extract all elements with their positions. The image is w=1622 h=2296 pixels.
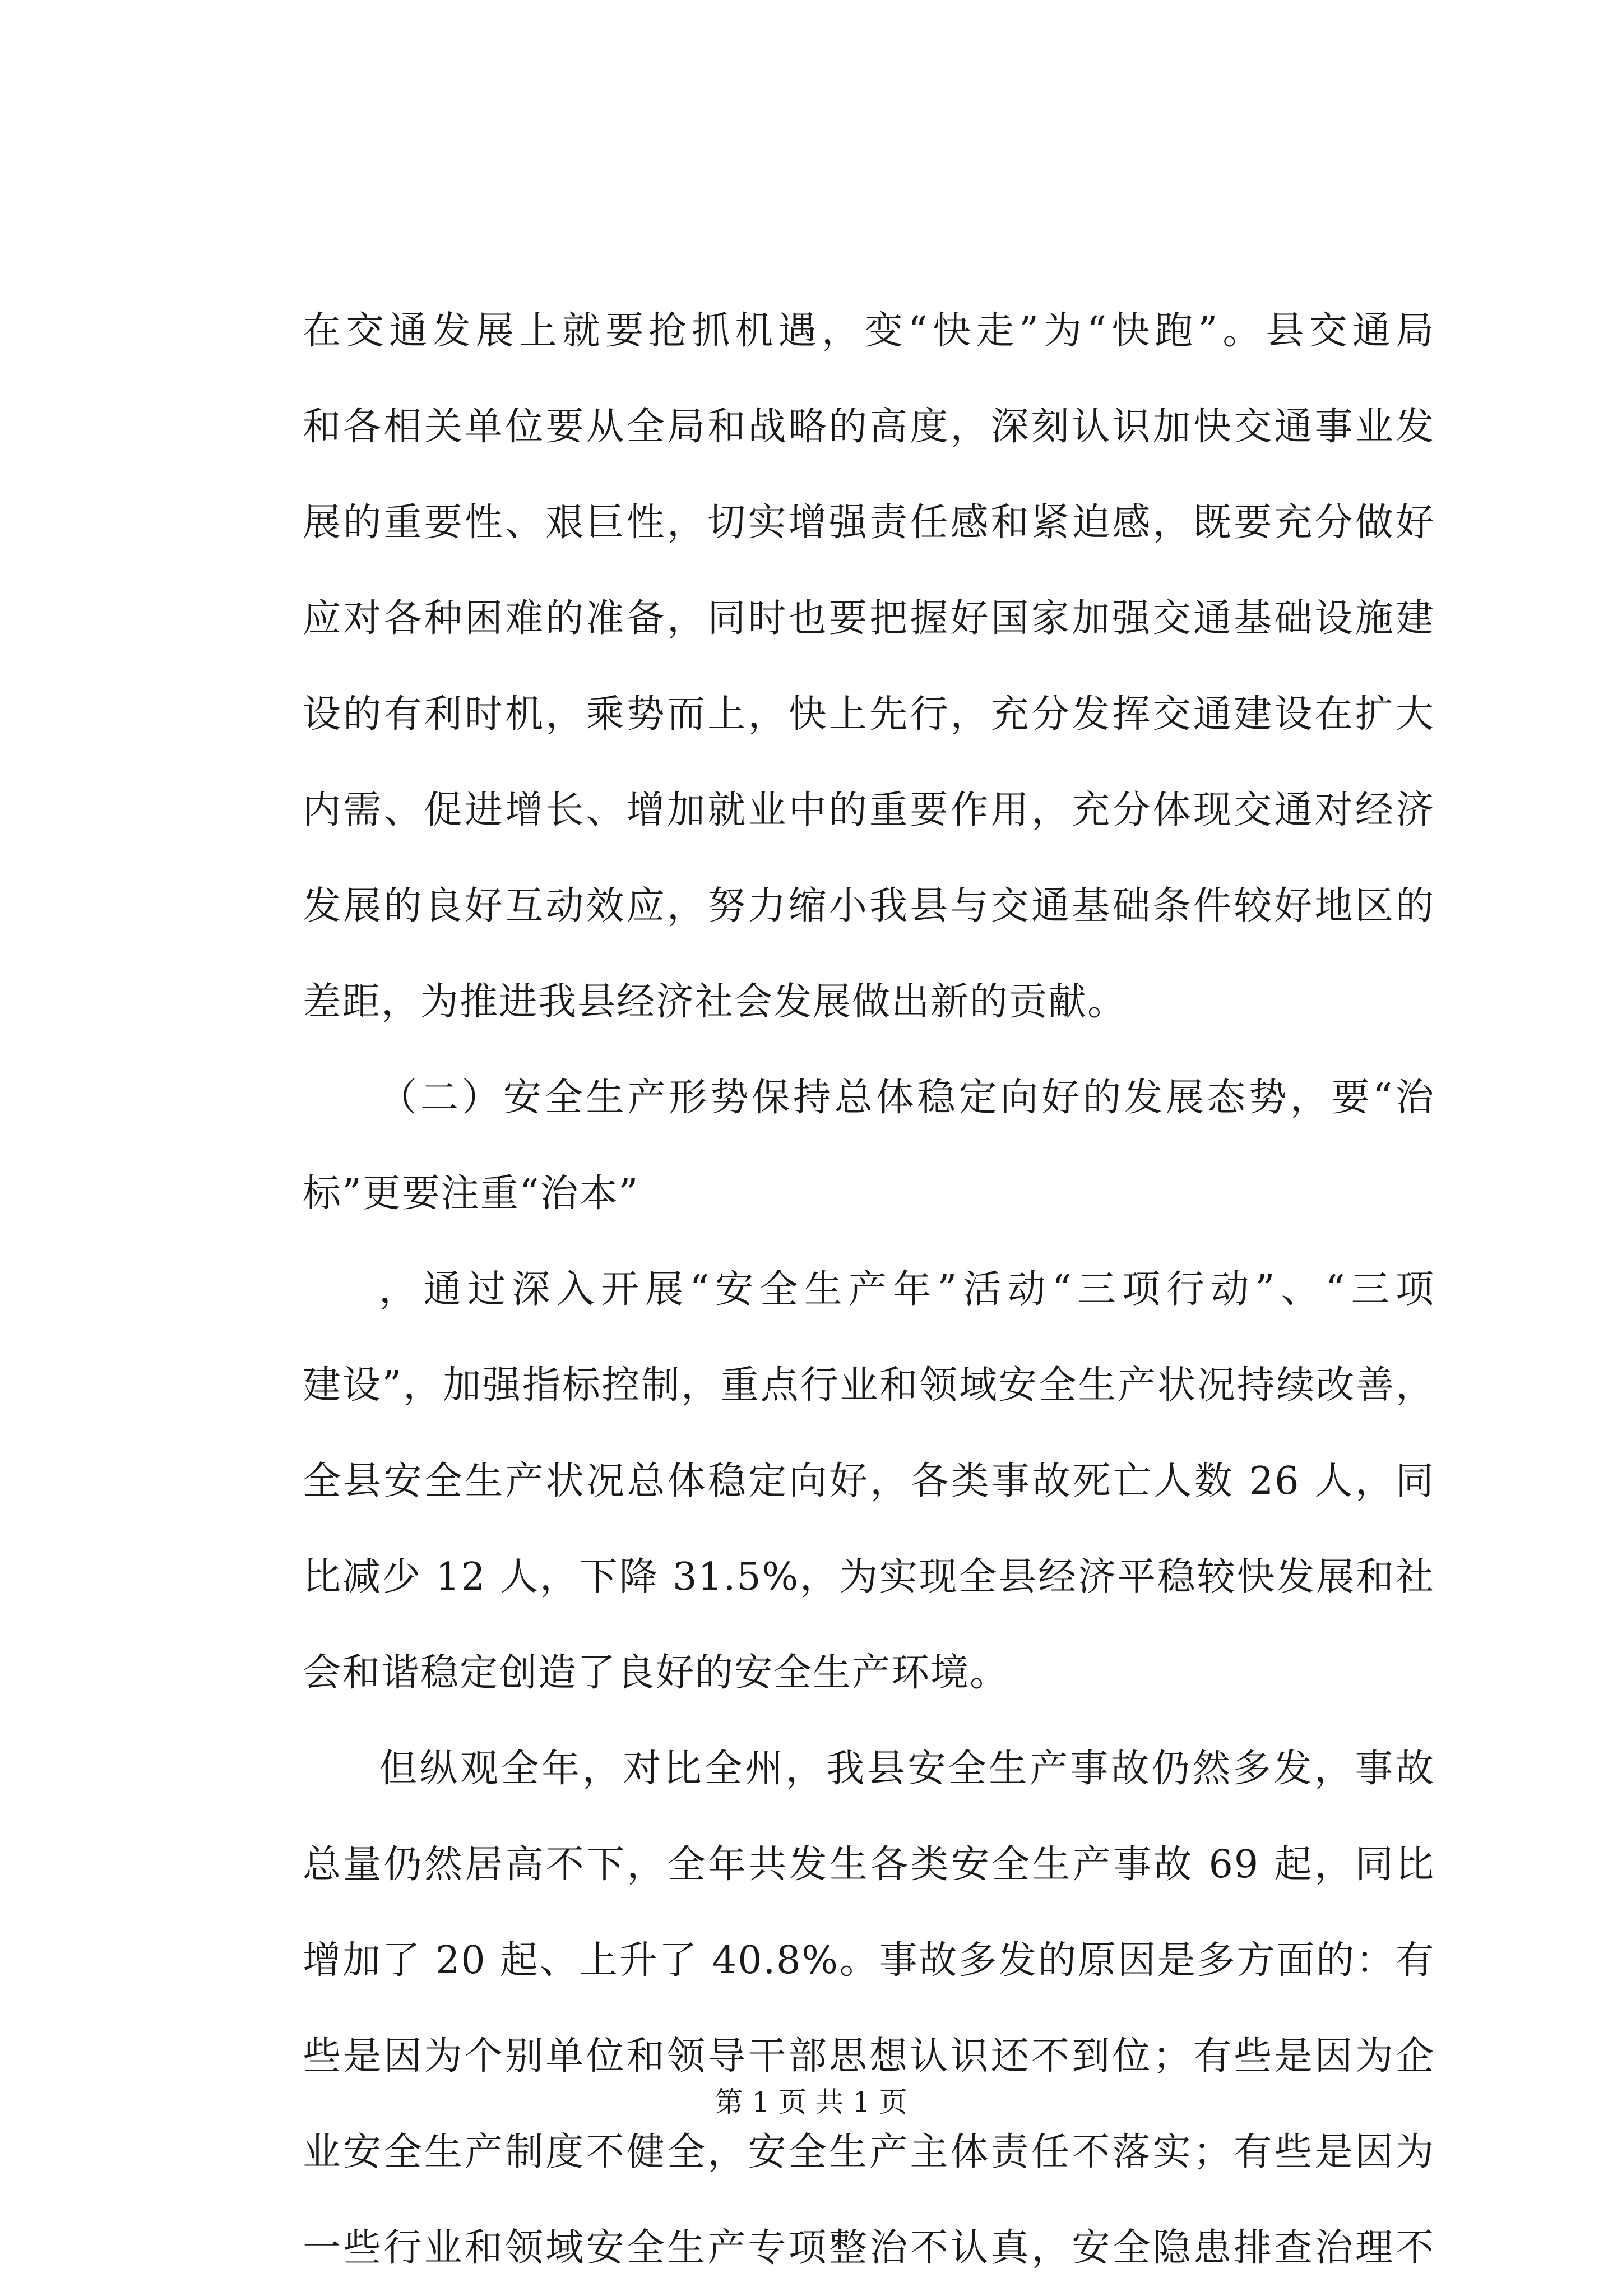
- text-line: 总量仍然居高不下，全年共发生各类安全生产事故 69 起，同比: [303, 1843, 1435, 1887]
- page-footer: [0, 2085, 1622, 2119]
- paragraph-transport-development: [303, 283, 1435, 1050]
- text-line: 在交通发展上就要抢抓机遇，变“快走”为“快跑”。县交通局: [303, 309, 1435, 353]
- text-line: 设的有利时机，乘势而上，快上先行，充分发挥交通建设在扩大: [303, 692, 1435, 737]
- text-line: 展的重要性、艰巨性，切实增强责任感和紧迫感，既要充分做好: [303, 501, 1435, 545]
- text-line: 会和谐稳定创造了良好的安全生产环境。: [303, 1651, 1009, 1695]
- heading-line: 标”更要注重“治本”: [303, 1172, 639, 1216]
- text-line: 增加了 20 起、上升了 40.8%。事故多发的原因是多方面的：有: [303, 1938, 1435, 1983]
- text-line: 但纵观全年，对比全州，我县安全生产事故仍然多发，事故: [379, 1747, 1435, 1791]
- text-line: 业安全生产制度不健全，安全生产主体责任不落实；有些是因为: [303, 2130, 1435, 2174]
- text-line: 建设”，加强指标控制，重点行业和领域安全生产状况持续改善，: [303, 1363, 1435, 1408]
- text-line: 应对各种困难的准备，同时也要把握好国家加强交通基础设施建: [303, 596, 1435, 641]
- text-line: 差距，为推进我县经济社会发展做出新的贡献。: [303, 980, 1127, 1024]
- document-body: [303, 283, 1435, 2296]
- text-line: 比减少 12 人，下降 31.5%，为实现全县经济平稳较快发展和社: [303, 1555, 1435, 1599]
- paragraph-safety-results: [303, 1242, 1435, 1721]
- paragraph-safety-problems: [303, 1721, 1435, 2296]
- heading-line: （二）安全生产形势保持总体稳定向好的发展态势，要“治: [379, 1076, 1435, 1120]
- text-line: ，通过深入开展“安全生产年”活动“三项行动”、“三项: [379, 1267, 1435, 1312]
- text-line: 和各相关单位要从全局和战略的高度，深刻认识加快交通事业发: [303, 405, 1435, 449]
- text-line: 发展的良好互动效应，努力缩小我县与交通基础条件较好地区的: [303, 884, 1435, 928]
- text-line: 内需、促进增长、增加就业中的重要作用，充分体现交通对经济: [303, 788, 1435, 832]
- page-number-label: 第 1 页 共 1 页: [715, 2086, 907, 2118]
- text-line: 一些行业和领域安全生产专项整治不认真，安全隐患排查治理不: [303, 2226, 1435, 2270]
- section-heading-safety: [303, 1050, 1435, 1242]
- text-line: 些是因为个别单位和领导干部思想认识还不到位；有些是因为企: [303, 2034, 1435, 2079]
- text-line: 全县安全生产状况总体稳定向好，各类事故死亡人数 26 人，同: [303, 1459, 1435, 1503]
